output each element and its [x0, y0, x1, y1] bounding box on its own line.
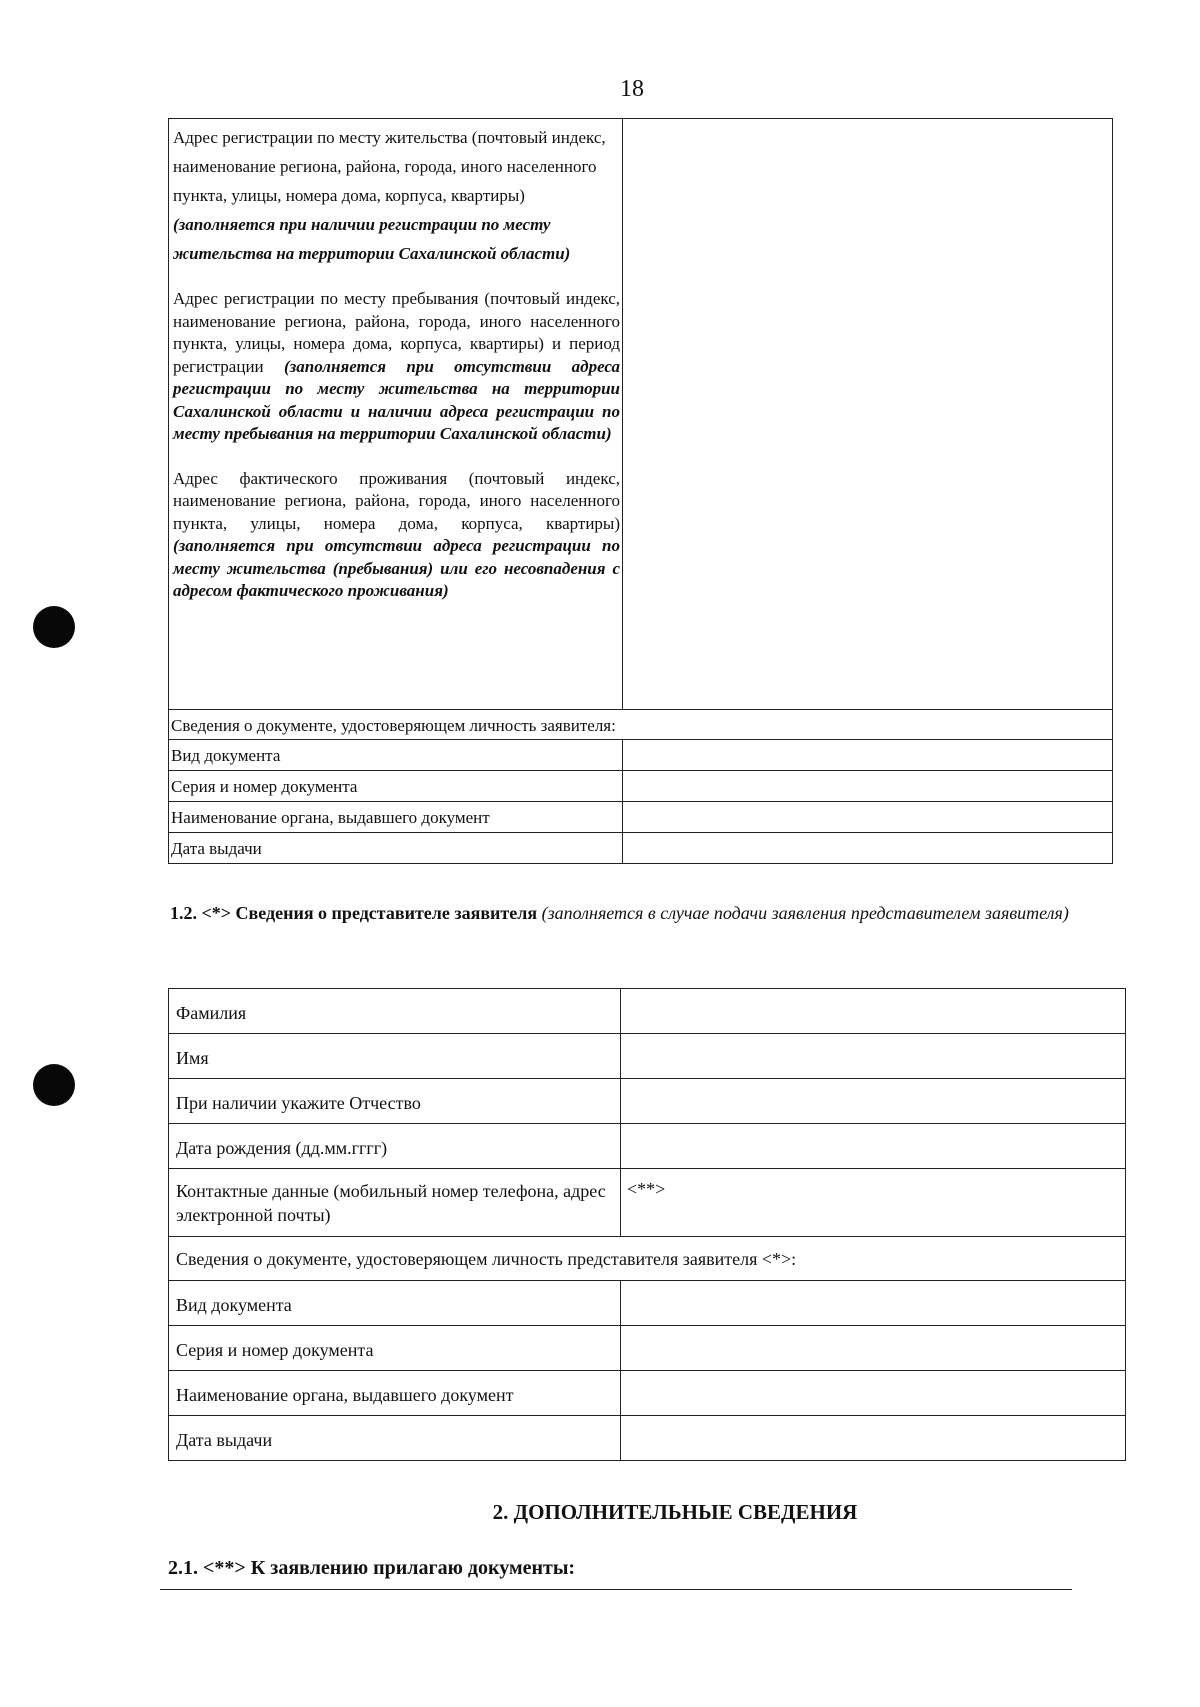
address-labels-cell	[169, 119, 623, 709]
rep-issue-date-field[interactable]	[621, 1416, 1125, 1460]
section-2-1-heading: 2.1. <**> К заявлению прилагаю документы:	[168, 1557, 576, 1579]
rep-document-number-label: Серия и номер документа	[169, 1326, 621, 1370]
rep-document-type-field[interactable]	[621, 1281, 1125, 1325]
issue-date-field[interactable]	[623, 833, 1112, 863]
surname-label: Фамилия	[169, 989, 621, 1033]
table-row	[169, 802, 1112, 833]
representative-table	[168, 988, 1126, 1461]
document-type-label: Вид документа	[169, 740, 623, 770]
representative-document-header: Сведения о документе, удостоверяющем личность представителя заявителя <*>:	[169, 1237, 1125, 1281]
table-row	[169, 1416, 1125, 1460]
page-number: 18	[620, 76, 644, 102]
residence-address-label: Адрес регистрации по месту жительства (почтовый индекс, наименование региона, района, города, иного населенного пункта, улицы, номера дома, корпуса, квартиры) (заполняется при наличии регистрации по месту жительства на территории Сахалинской области)	[173, 128, 606, 263]
rep-document-type-label: Вид документа	[169, 1281, 621, 1325]
table-row	[169, 1124, 1125, 1169]
applicant-address-table	[168, 118, 1113, 864]
rep-issuing-authority-label: Наименование органа, выдавшего документ	[169, 1371, 621, 1415]
contact-label: Контактные данные (мобильный номер телефона, адрес электронной почты)	[169, 1169, 621, 1236]
issue-date-label: Дата выдачи	[169, 833, 623, 863]
document-number-label: Серия и номер документа	[169, 771, 623, 801]
section-2-1-underline	[160, 1589, 1072, 1590]
document-type-field[interactable]	[623, 740, 1112, 770]
rep-issuing-authority-field[interactable]	[621, 1371, 1125, 1415]
contact-field[interactable]: <**>	[627, 1179, 666, 1199]
applicant-document-header: Сведения о документе, удостоверяющем личность заявителя:	[169, 710, 1112, 740]
patronymic-label: При наличии укажите Отчество	[169, 1079, 621, 1123]
table-row	[169, 833, 1112, 863]
table-row	[169, 1371, 1125, 1416]
section-2-title: 2. ДОПОЛНИТЕЛЬНЫЕ СВЕДЕНИЯ	[492, 1500, 858, 1524]
surname-field[interactable]	[621, 989, 1125, 1033]
table-row	[169, 989, 1125, 1034]
punch-hole	[33, 1064, 75, 1106]
address-input-cell[interactable]	[623, 119, 1112, 709]
birth-date-field[interactable]	[621, 1124, 1125, 1168]
table-row	[169, 1326, 1125, 1371]
issuing-authority-label: Наименование органа, выдавшего документ	[169, 802, 623, 832]
table-row	[169, 771, 1112, 802]
document-number-field[interactable]	[623, 771, 1112, 801]
punch-hole	[33, 606, 75, 648]
section-1-2-heading: 1.2. <*> Сведения о представителе заявителя (заполняется в случае подачи заявления представителем заявителя)	[170, 903, 1069, 923]
actual-address-label: Адрес фактического проживания (почтовый индекс, наименование региона, района, города, иного населенного пункта, улицы, номера дома, корпуса, квартиры) (заполняется при отсутствии адреса регистрации по месту жительства (пребывания) или его несовпадения с адресом фактического проживания)	[173, 468, 620, 600]
name-label: Имя	[169, 1034, 621, 1078]
table-row	[169, 1079, 1125, 1124]
patronymic-field[interactable]	[621, 1079, 1125, 1123]
name-field[interactable]	[621, 1034, 1125, 1078]
issuing-authority-field[interactable]	[623, 802, 1112, 832]
table-row	[169, 1169, 1125, 1237]
rep-document-number-field[interactable]	[621, 1326, 1125, 1370]
table-row	[169, 740, 1112, 771]
stay-address-label: Адрес регистрации по месту пребывания (почтовый индекс, наименование региона, района, города, иного населенного пункта, улицы, номера дома, корпуса, квартиры) и период регистрации (заполняется при отсутствии адреса регистрации по месту жительства на территории Сахалинской области и наличии адреса регистрации по месту пребывания на территории Сахалинской области)	[173, 289, 620, 443]
table-row	[169, 1281, 1125, 1326]
table-row	[169, 1034, 1125, 1079]
rep-issue-date-label: Дата выдачи	[169, 1416, 621, 1460]
birth-date-label: Дата рождения (дд.мм.гггг)	[169, 1124, 621, 1168]
